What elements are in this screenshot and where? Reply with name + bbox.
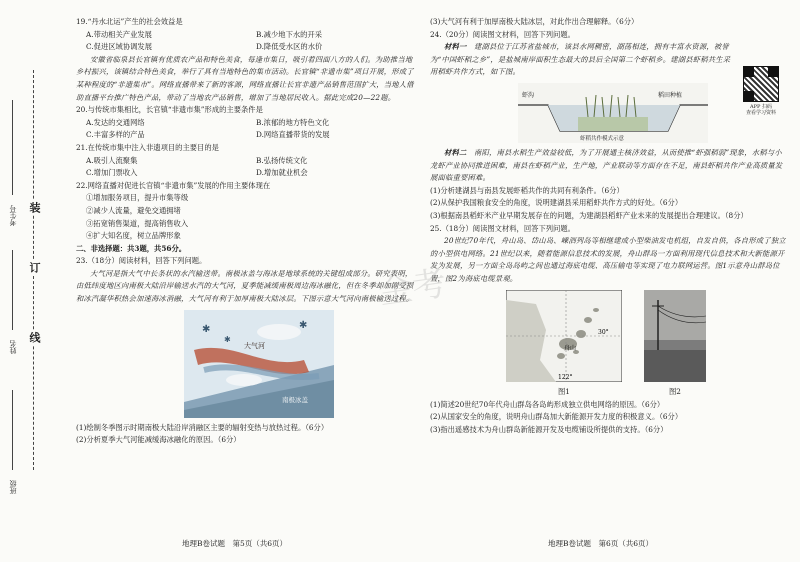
q20-option-b: B.浓郁的地方特色文化: [256, 117, 330, 127]
page-5-footer: 地理B卷试题 第5页（共6页）: [182, 539, 288, 548]
q19-options: [76, 29, 416, 54]
q22-stem: 22.网络直播对促进长官镇“非遗市集”发展的作用主要体现在: [76, 180, 271, 190]
q23-item-3: (3)大气河有利于加厚南极大陆冰层，对此作出合理解释。（6分）: [430, 17, 639, 26]
page-5-column: [76, 16, 416, 447]
rice-shrimp-figure: [518, 83, 708, 143]
latitude-label: 30°: [598, 328, 609, 336]
zhoushan-map: [506, 290, 622, 382]
q21-options: [76, 155, 416, 180]
figure-1-caption: 图1: [558, 387, 570, 397]
page-6-footer: 地理B卷试题 第6页（共6页）: [548, 539, 654, 548]
passage-23: 大气河是指大气中长条状的水汽输送带。南极冰盖与海冰是地球系统的关键组成部分。研究表明，由低纬度地区向南极大陆沿岸输送水汽的大气河，夏季能减缓南极周边海冰融化，但在冬季却加剧受损和冰汽凝华积热会加速海冰消融，大气河有利于加厚南极大陆冰层。下图示意大气河向南极输送过程。: [76, 268, 414, 304]
material-2-label: 材料二: [444, 147, 467, 157]
passage-20-22: 安徽省临泉县长官镇有优质农产品和特色美食，每逢市集日，吸引着四面八方的人们。为助推当地乡村振兴，该镇结合特色美食，举行了具有当地特色的集市活动。长官镇“非遗市集”项目开展，形成了某种程度的“非遗集市”。网络直播带来了新的客源，网络直播让长官非遗产品销售范围扩大，当地人借助直播平台推广特色产品，带动了当地农产品销售，增加了当地居民收入。据此完成20—22题。: [76, 54, 414, 102]
bind-mark-xian: 线: [28, 332, 41, 343]
watermark: 金考: [376, 263, 449, 313]
svg-text:✱: ✱: [299, 319, 308, 331]
q19-stem: 19.“丹水北运”产生的社会效益是: [76, 17, 183, 26]
q23-item-2: (2)分析夏季大气河能减缓海冰融化的原因。（6分）: [76, 435, 241, 445]
atmospheric-river-svg: [184, 310, 334, 418]
svg-text:✱: ✱: [224, 334, 231, 344]
bind-mark-ding: 订: [28, 262, 41, 273]
field-label: 稻田种植: [658, 91, 683, 99]
q19-option-b: B.减少地下水的开采: [256, 29, 323, 39]
figure-2-caption: 图2: [669, 387, 681, 397]
class-label: 班级: [9, 480, 17, 494]
q24-heading: 24.（20分）阅读图文材料，回答下列问题。: [430, 29, 575, 39]
q21-option-b: B.弘扬传统文化: [256, 155, 308, 165]
q20-options: [76, 117, 416, 142]
zhoushan-label: 舟山: [564, 344, 577, 352]
q20-option-c: C.丰富多样的产品: [86, 130, 145, 140]
q20-stem: 20.与传统市集相比，长官镇“非遗市集”形成的主要条件是: [76, 105, 263, 115]
material-2: [430, 147, 788, 185]
q19-option-a: A.带动相关产业发展: [86, 29, 152, 39]
exam-number-line: [12, 100, 13, 195]
qr-caption-line-2: 查看学习资料: [745, 110, 776, 116]
q23-heading: 23.（18分）阅读材料，回答下列问题。: [76, 256, 207, 266]
q24-item-3: (3)根据南县稻虾米产业早期发展存在的问题，为建湖县稻虾产业未来的发展提出合理建议。（8分）: [430, 210, 748, 220]
section-2-heading: 二、非选择题：共3题，共56分。: [76, 243, 187, 253]
q25-item-2: (2)从国家安全的角度，说明舟山群岛加大新能源开发力度的积极意义。（6分）: [430, 412, 683, 422]
passage-25: 20世纪70年代，舟山岛、岱山岛、嵊泗列岛等相继建成小型柴油发电机组，自发自供，各自形成了独立的小型供电网络。21世纪以来，随着能源信息技术的发展，舟山群岛一方面利用现代信息技术和大新能源开发为发展，另一方面全岛岛屿之间也通过海底电缆、高压输电等实现了电力联网运营。图1示意舟山群岛位置，图2为海底电缆景观。: [430, 236, 786, 283]
figure-2-wrapper: [644, 290, 706, 399]
q21-option-a: A.吸引人流聚集: [86, 155, 138, 165]
q19-option-d: D.降低受水区的水价: [256, 42, 323, 52]
q21-stem: 21.在传统市集中注入非遗项目的主要目的是: [76, 142, 219, 152]
bind-mark-zhuang: 装: [28, 202, 41, 213]
material-2-text: 南阳，南县水稻生产效益较低，为了开展通主核济效益，从而使推“虾强稻弱”现象，水稻与小龙虾产业协同推进困难，南县在虾稻产业，生产地，产业联动等方面存在不足，南县虾稻共作产业高质量发展面临重要困难。: [430, 147, 783, 183]
q22-item-3: ③拓宽销售渠道，提高销售收入: [86, 218, 189, 228]
cable-photo: [644, 290, 706, 382]
rice-shrimp-svg: [518, 83, 708, 143]
q20-option-d: D.网络直播带货的发展: [256, 130, 330, 140]
q25-item-1: (1)简述20世纪70年代舟山群岛各岛屿形成独立供电网络的原因。（6分）: [430, 399, 665, 409]
material-1: [430, 41, 788, 79]
class-line: [12, 390, 13, 470]
exam-number-label: 考生号: [9, 205, 17, 226]
river-label: 大气河: [244, 341, 265, 350]
q22-item-2: ②减少人流量，避免交通拥堵: [86, 205, 181, 215]
figure-1-wrapper: [506, 290, 622, 399]
ice-label: 南极冰盖: [282, 395, 308, 404]
qr-code-block[interactable]: [736, 66, 786, 116]
q25-item-3: (3)指出遥感技术为舟山群岛新能源开发及电缆铺设所提供的支持。（6分）: [430, 424, 668, 434]
q21-option-d: D.增加就业机会: [256, 168, 308, 178]
name-label: 姓名: [9, 340, 17, 354]
atmospheric-river-figure: [184, 310, 334, 418]
longitude-label: 122°: [558, 373, 573, 381]
binding-margin: [0, 0, 70, 562]
q23-item-1: (1)绘制冬季图示时期南极大陆沿岸消融区主要的辐射变热与放热过程。（6分）: [76, 422, 329, 432]
page-6-column: [430, 16, 788, 436]
material-1-label: 材料一: [444, 42, 467, 52]
name-line: [12, 250, 13, 330]
q22-item-1: ①增加服务项目，提升市集等级: [86, 193, 189, 203]
q19-option-c: C.促进区域协调发展: [86, 42, 153, 52]
qr-code-icon[interactable]: [743, 66, 779, 102]
q25-heading: 25.（18分）阅读图文材料，回答下列问题。: [430, 223, 575, 233]
material-1-text: 建湖县位于江苏省盐城市，该县水网稠密，湖荡相连，拥有丰富水资源，被誉为“中国虾稻之乡”，是盐城南岸面积生态最大的县后全国第二个虾稻乡。建湖县虾稻共生采用稻虾共作方式，如下图。: [430, 42, 731, 77]
q21-option-c: C.增加门票收入: [86, 168, 138, 178]
q24-item-1: (1)分析建湖县与南县发展虾稻共作的共同有利条件。（6分）: [430, 185, 624, 195]
figures-25: [506, 290, 788, 399]
q24-item-2: (2)从保护我国粮食安全的角度，说明建湖县采用稻虾共作方式的好处。（6分）: [430, 198, 683, 208]
q20-option-a: A.发达的交通网络: [86, 117, 145, 127]
ditch-label: 虾沟: [522, 91, 535, 99]
paddy-block: [578, 117, 648, 131]
q22-item-4: ④扩大知名度，树立品牌形象: [86, 231, 181, 241]
qr-caption-line-1: APP 扫码: [750, 104, 772, 110]
mode-note: 虾稻共作模式示意: [580, 135, 625, 142]
svg-text:✱: ✱: [202, 323, 211, 335]
